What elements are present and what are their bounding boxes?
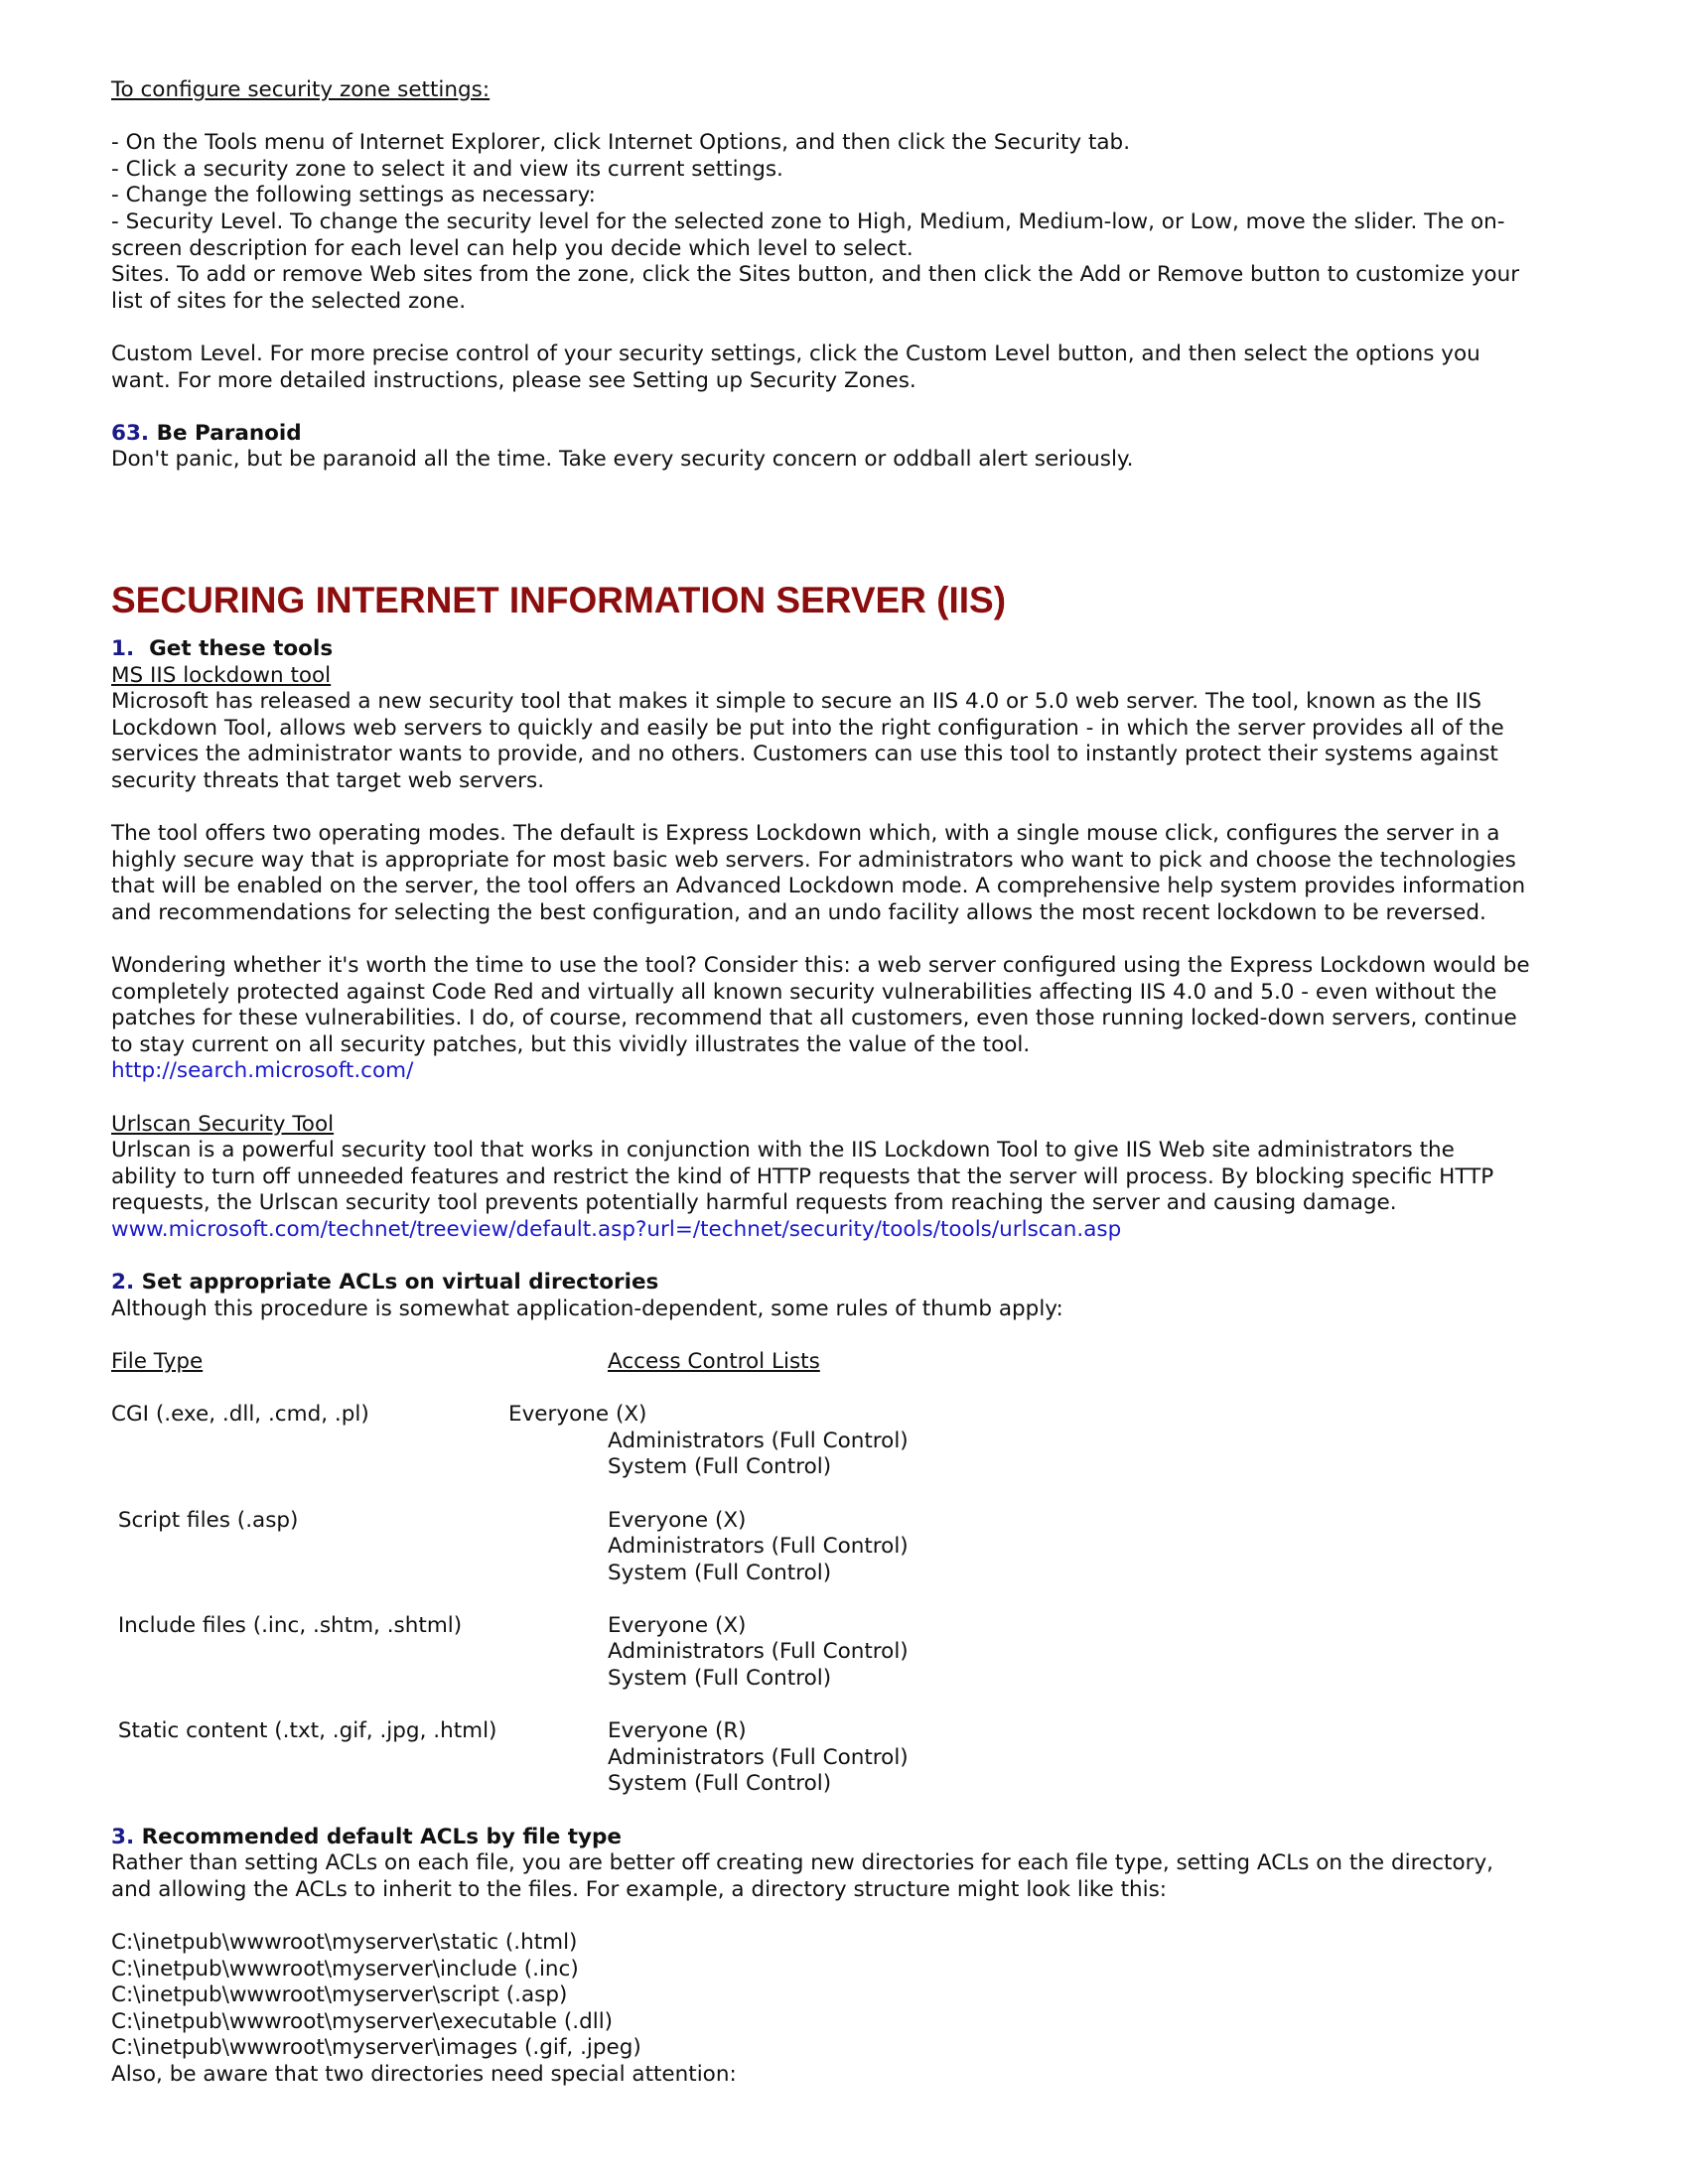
file-type-cell: Include files (.inc, .shtm, .shtml) <box>111 1612 463 1638</box>
acl-cell: Administrators (Full Control) <box>608 1744 909 1770</box>
directory-path: C:\inetpub\wwwroot\myserver\include (.inc) <box>111 1956 579 1981</box>
item-number: 1. <box>111 635 135 661</box>
acl-cell: System (Full Control) <box>608 1560 832 1585</box>
custom-level-text: want. For more detailed instructions, please see Setting up Security Zones. <box>111 367 916 393</box>
directory-path: C:\inetpub\wwwroot\myserver\script (.asp) <box>111 1982 568 2008</box>
item-number: 3. <box>111 1824 135 1849</box>
zone-step: - On the Tools menu of Internet Explorer, click Internet Options, and then click the Security tab. <box>111 130 1131 156</box>
paragraph-line: Wondering whether it's worth the time to use the tool? Consider this: a web server configured using the Express Lockdown would be <box>111 953 1530 979</box>
paragraph-line: and recommendations for selecting the best configuration, and an undo facility allows the most recent lockdown to be reversed. <box>111 899 1486 925</box>
paragraph-line: highly secure way that is appropriate for most basic web servers. For administrators who want to pick and choose the technologies <box>111 847 1516 873</box>
acl-cell: System (Full Control) <box>608 1771 832 1797</box>
paragraph-line: patches for these vulnerabilities. I do, of course, recommend that all customers, even those running locked-down servers, continue <box>111 1006 1517 1031</box>
tip-63-body: Don't panic, but be paranoid all the time. Take every security concern or oddball alert seriously. <box>111 447 1134 473</box>
acl-row-script <box>111 1508 1601 1587</box>
paragraph-line: Rather than setting ACLs on each file, you are better off creating new directories for each file type, setting ACLs on the directory, <box>111 1850 1494 1876</box>
file-type-cell: Script files (.asp) <box>111 1507 299 1533</box>
item-title: Set appropriate ACLs on virtual directories <box>134 1270 659 1296</box>
column-header-file-type: File Type <box>111 1348 204 1374</box>
zone-step: list of sites for the selected zone. <box>111 288 467 314</box>
zone-heading: To configure security zone settings: <box>111 77 491 102</box>
lockdown-tool-link[interactable]: http://search.microsoft.com/ <box>111 1058 414 1084</box>
tip-title: Be Paranoid <box>149 420 302 446</box>
zone-step: - Click a security zone to select it and view its current settings. <box>111 156 783 182</box>
item-title: Get these tools <box>134 635 334 661</box>
column-header-acl: Access Control Lists <box>608 1348 820 1374</box>
acl-cell: Everyone (X) <box>608 1507 747 1533</box>
item-number: 2. <box>111 1270 135 1296</box>
item-2-intro: Although this procedure is somewhat application-dependent, some rules of thumb apply: <box>111 1296 1063 1321</box>
item-1-heading <box>111 636 1601 663</box>
zone-step: - Security Level. To change the security level for the selected zone to High, Medium, Medium-low, or Low, move the slider. The on- <box>111 208 1505 234</box>
acl-cell: Administrators (Full Control) <box>608 1428 909 1453</box>
item-title: Recommended default ACLs by file type <box>134 1824 623 1849</box>
paragraph-line: completely protected against Code Red and virtually all known security vulnerabilities affecting IIS 4.0 and 5.0 - even without the <box>111 979 1497 1005</box>
custom-level-text: Custom Level. For more precise control of your security settings, click the Custom Level button, and then select the options you <box>111 341 1480 366</box>
acl-cell: Everyone (X) <box>608 1612 747 1638</box>
zone-step: Sites. To add or remove Web sites from the zone, click the Sites button, and then click the Add or Remove button to customize your <box>111 262 1520 288</box>
document-page <box>111 77 1601 2089</box>
paragraph-line: and allowing the ACLs to inherit to the files. For example, a directory structure might look like this: <box>111 1876 1168 1902</box>
paragraph-line: The tool offers two operating modes. The default is Express Lockdown which, with a single mouse click, configures the server in a <box>111 821 1500 847</box>
closing-text: Also, be aware that two directories need special attention: <box>111 2061 737 2087</box>
urlscan-heading: Urlscan Security Tool <box>111 1111 335 1137</box>
acl-row-include <box>111 1613 1601 1693</box>
paragraph-line: Urlscan is a powerful security tool that works in conjunction with the IIS Lockdown Tool to give IIS Web site administrators the <box>111 1138 1455 1163</box>
lockdown-tool-heading: MS IIS lockdown tool <box>111 662 332 688</box>
paragraph-line: services the administrator wants to provide, and no others. Customers can use this tool to instantly protect their systems against <box>111 742 1498 767</box>
acl-row-static <box>111 1718 1601 1798</box>
paragraph-line: Microsoft has released a new security tool that makes it simple to secure an IIS 4.0 or 5.0 web server. The tool, known as the IIS <box>111 689 1482 715</box>
acl-cell: Everyone (R) <box>608 1718 747 1744</box>
acl-row-cgi <box>111 1402 1601 1481</box>
tip-63-heading <box>111 421 1601 448</box>
paragraph-line: requests, the Urlscan security tool prevents potentially harmful requests from reaching the server and causing damage. <box>111 1190 1397 1216</box>
directory-path: C:\inetpub\wwwroot\myserver\executable (.dll) <box>111 2008 614 2034</box>
acl-table-header <box>111 1349 1601 1376</box>
paragraph-line: Lockdown Tool, allows web servers to quickly and easily be put into the right configuration - in which the server provides all of the <box>111 715 1504 741</box>
file-type-cell: Static content (.txt, .gif, .jpg, .html) <box>111 1718 497 1744</box>
zone-step: - Change the following settings as necessary: <box>111 183 596 208</box>
paragraph-line: ability to turn off unneeded features and restrict the kind of HTTP requests that the server will process. By blocking specific HTTP <box>111 1163 1494 1189</box>
item-3-heading <box>111 1825 1601 1851</box>
acl-cell: Administrators (Full Control) <box>608 1639 909 1665</box>
acl-cell: System (Full Control) <box>608 1454 832 1480</box>
tip-number: 63. <box>111 420 150 446</box>
paragraph-line: security threats that target web servers. <box>111 767 545 793</box>
paragraph-line: to stay current on all security patches, but this vividly illustrates the value of the tool. <box>111 1031 1031 1057</box>
acl-cell: System (Full Control) <box>608 1666 832 1692</box>
zone-step: screen description for each level can help you decide which level to select. <box>111 235 914 261</box>
file-type-cell: CGI (.exe, .dll, .cmd, .pl) <box>111 1402 369 1428</box>
item-2-heading <box>111 1270 1601 1297</box>
acl-cell: Everyone (X) <box>508 1402 647 1428</box>
directory-path: C:\inetpub\wwwroot\myserver\static (.html) <box>111 1930 578 1955</box>
urlscan-link[interactable]: www.microsoft.com/technet/treeview/default.asp?url=/technet/security/tools/tools/urlscan.asp <box>111 1216 1122 1242</box>
acl-cell: Administrators (Full Control) <box>608 1534 909 1560</box>
section-title: SECURING INTERNET INFORMATION SERVER (IIS) <box>111 579 1007 620</box>
paragraph-line: that will be enabled on the server, the tool offers an Advanced Lockdown mode. A comprehensive help system provides information <box>111 874 1526 899</box>
directory-path: C:\inetpub\wwwroot\myserver\images (.gif, .jpeg) <box>111 2035 641 2061</box>
